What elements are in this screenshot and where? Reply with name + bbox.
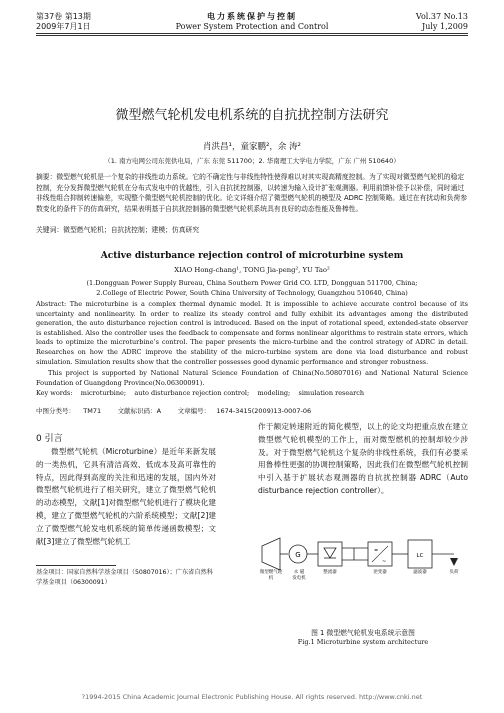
affiliation-cn: （1. 南方电网公司东莞供电局，广东 东莞 511700；2. 华南理工大学电力学院，广东 广州 510640） [104,157,400,165]
journal-name-cn: 电力系统保护与控制 [207,12,297,21]
svg-text:~: ~ [382,559,387,565]
figure-1 [258,522,468,642]
title-cn: 微型燃气轮机发电机系统的自抗扰控制方法研究 [115,108,389,123]
header-volume: 第37卷 第13期 [36,12,91,21]
authors-cn: 肖洪昌¹，童家鹏²，余 涛² [203,142,301,152]
label-load: 负荷 [449,570,459,575]
title-en: Active disturbance rejection control of microturbine system [100,251,404,261]
rectifier-symbol [318,542,342,566]
left-column-text: 微型燃气轮机（Microturbine）是近年来新发展的一类热机，它具有清洁高效、低成本及高可靠性的特点，因此得到高度的关注和迅速的发展，国内外对微型燃气轮机进行了相关研究，建立了微型燃气轮机的动态模型，文献[1]对微型燃气轮机进行了模块化建模，建立了微型燃气轮机的六阶系统模型；文献[2]建立了微型燃气轮发电机系统的简单传递函数模型；文献[3]建立了微型燃气轮机工 [36,447,216,546]
header-date: 2009年7月1日 [36,22,91,31]
authors-en: XIAO Hong-chang¹, TONG Jia-peng², YU Tao² [174,266,330,274]
figure-caption-cn: 图 1 微型燃气轮机发电系统示意图 [311,629,415,637]
section-heading: 0 引言 [36,434,63,444]
affiliation-en-1: (1.Dongguan Power Supply Bureau, China Southern Power Grid CO. LTD, Dongguan 511700, China; [86,279,418,287]
load-symbol [450,558,458,566]
turbine-symbol [262,538,280,570]
fund-note: 基金项目：国家自然科学基金项目（50807016）；广东省自然科学基金项目（06300091） [36,569,213,586]
header-vol-en: Vol.37 No.13 [415,12,468,21]
header-rule-2 [36,35,468,36]
label-rectifier: 整流器 [323,570,337,575]
svg-text:=: = [374,548,379,554]
page-footer: ?1994-2015 China Academic Journal Electronic Publishing House. All rights reserved. http://www.cnki.net [81,693,423,701]
generator-symbol [289,545,307,563]
abstract-cn: 摘要：微型燃气轮机是一个复杂的非线性动力系统。它的不确定性与非线性特性使得难以对其实现高精度控制。为了实现对微型燃气轮机的稳定控制，充分发挥微型燃气轮机在分布式发电中的优越性，引入自抗扰控制器，以转速为输入设计扩张观测器。利用前馈补偿予以补偿，同时通过非线性组合抑制转速偏差，实现整个微型燃气轮机控制的优化。论文详细介绍了微型燃气轮机的模型及 ADRC 控制策略。通过在有扰动和负荷参数变化的条件下的仿真研究，结果表明基于自抗扰控制器的微型燃气轮机系统具有良好的动态性能及鲁棒性。 [36,173,468,213]
label-inverter: 逆变器 [373,570,387,575]
figure-diagram [258,522,468,612]
header-rule [36,33,468,34]
journal-name-en: Power System Protection and Control [175,22,329,31]
classification-line: 中图分类号： TM71 文献标识码：A 文章编号： 1674-3415(2009)13-0007-06 [36,407,312,415]
footnote-rule [36,565,116,566]
keywords-en: Key words: microturbine; auto disturbance rejection control; modeling; simulation research [36,389,365,397]
header-date-en: July 1,2009 [422,22,468,31]
support-en: This project is supported by National Natural Science Foundation of China(No.50807016) and National Natural Science Foundation of Guangdong Province(No.06300091). [36,369,468,387]
right-column-text: 作于额定转速附近的简化模型，以上的论文均把重点放在建立微型燃气轮机模型的工作上，而对微型燃机的控制却较少涉及。对于微型燃气轮机这个复杂的非线性系统，我们有必要采用鲁棒性更强的协调控制策略，因此我们在微型燃气轮机控制中引入基于扩展状态观测器的自抗扰控制器 ADRC（Auto disturbance rejection controller）。 [258,422,468,495]
label-generator: 永 磁 发电机 [292,570,306,581]
svg-text:G: G [295,551,301,559]
keywords-cn: 关键词：微型燃气轮机；自抗扰控制；建模；仿真研究 [36,226,200,234]
filter-symbol [408,540,432,568]
affiliation-en-2: 2.College of Electric Power, South China University of Technology, Guangzhou 510640, China) [96,289,408,297]
label-turbine: 微型燃气轮机 [259,570,283,581]
figure-caption-en: Fig.1 Microturbine system architecture [297,638,429,646]
lc-label: LC [416,553,424,559]
abstract-en: Abstract: The microturbine is a complex thermal dynamic model. It is impossible to achieve accurate control because of its uncertainty and nonlinearity. In order to realize its steady control and fully exhibit its advantages among the distributed generation, the auto disturbance rejection control is introduced. Based on the input of rotational speed, extended-state observer is established. Also the controller uses the feedback to compensate and forms nonlinear algorithms to restrain state errors, which leads to optimize the microturbine’s control. The paper presents the micro-turbine and the control strategy of ADRC in detail. Researches on how the ADRC improve the stability of the micro-turbine system are done via load disturbance and robust simulation. Simulation results show that the controller possesses good dynamic performance and stronger robustness. [36,300,468,366]
inverter-symbol [368,542,392,566]
label-filter: 滤波器 [413,570,427,575]
